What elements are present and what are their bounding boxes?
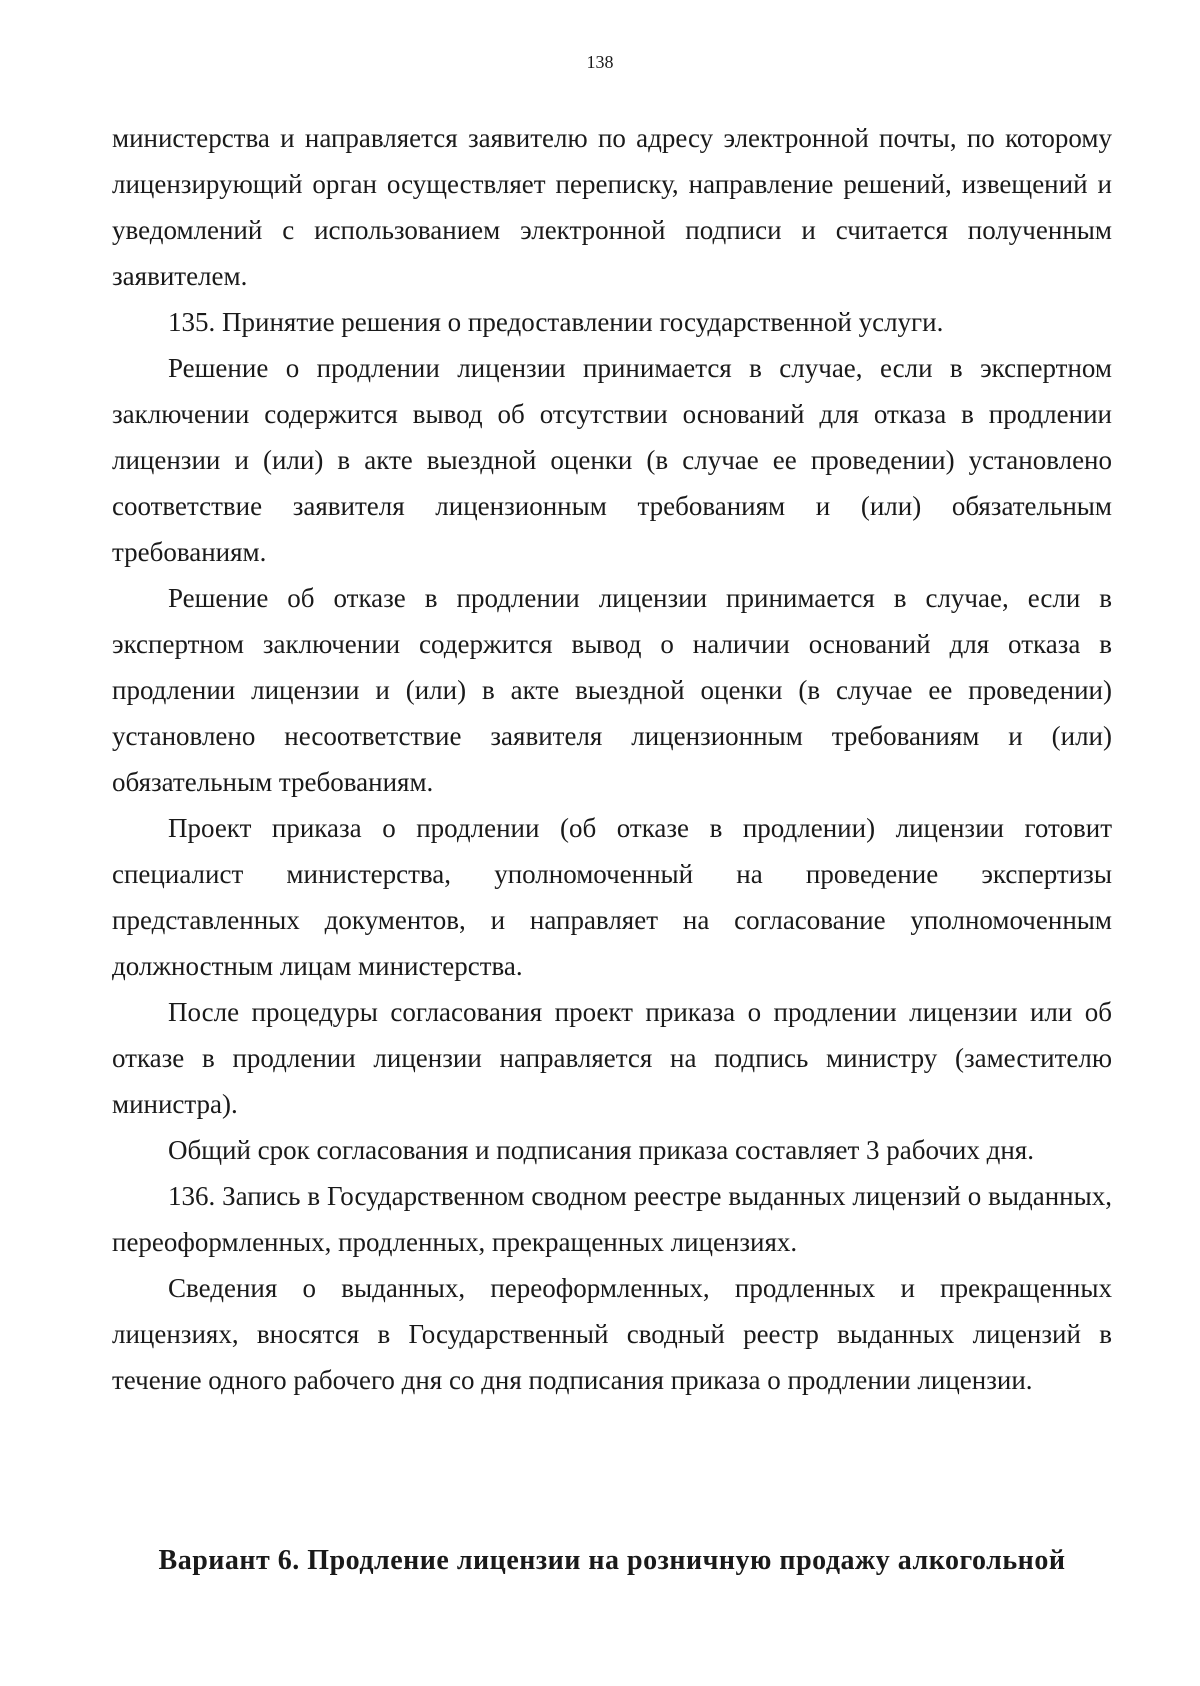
paragraph-continuation: министерства и направляется заявителю по адресу электронной почты, по которому лицензирующий орган осуществляет переписку, направление решений, извещений и уведомлений с использованием электронной подписи и считается полученным заявителем.	[112, 123, 1112, 291]
paragraph-registry-info: Сведения о выданных, переоформленных, продленных и прекращенных лицензиях, вносятся в Государственный сводный реестр выданных лицензий в течение одного рабочего дня со дня подписания приказа о продлении лицензии.	[112, 1273, 1112, 1395]
paragraph-draft-order: Проект приказа о продлении (об отказе в продлении) лицензии готовит специалист министерства, уполномоченный на проведение экспертизы представленных документов, и направляет на согласование уполномоченным должностным лицам министерства.	[112, 813, 1112, 981]
page-number: 138	[586, 52, 614, 72]
section-heading: Вариант 6. Продление лицензии на розничную продажу алкогольной	[158, 1545, 1066, 1576]
paragraph-approval-term: Общий срок согласования и подписания приказа составляет 3 рабочих дня.	[168, 1135, 1034, 1165]
paragraph-extension-decision: Решение о продлении лицензии принимается в случае, если в экспертном заключении содержится вывод об отсутствии оснований для отказа в продлении лицензии и (или) в акте выездной оценки (в случае ее проведении) установлено соответствие заявителя лицензионным требованиям и (или) обязательным требованиям.	[112, 353, 1112, 567]
paragraph-135-title: 135. Принятие решения о предоставлении государственной услуги.	[168, 307, 944, 337]
paragraph-approval-procedure: После процедуры согласования проект приказа о продлении лицензии или об отказе в продлении лицензии направляется на подпись министру (заместителю министра).	[112, 997, 1112, 1119]
paragraph-136-title: 136. Запись в Государственном сводном реестре выданных лицензий о выданных, переоформленных, продленных, прекращенных лицензиях.	[112, 1181, 1112, 1257]
paragraph-refusal-decision: Решение об отказе в продлении лицензии принимается в случае, если в экспертном заключении содержится вывод о наличии оснований для отказа в продлении лицензии и (или) в акте выездной оценки (в случае ее проведении) установлено несоответствие заявителя лицензионным требованиям и (или) обязательным требованиям.	[112, 583, 1112, 797]
